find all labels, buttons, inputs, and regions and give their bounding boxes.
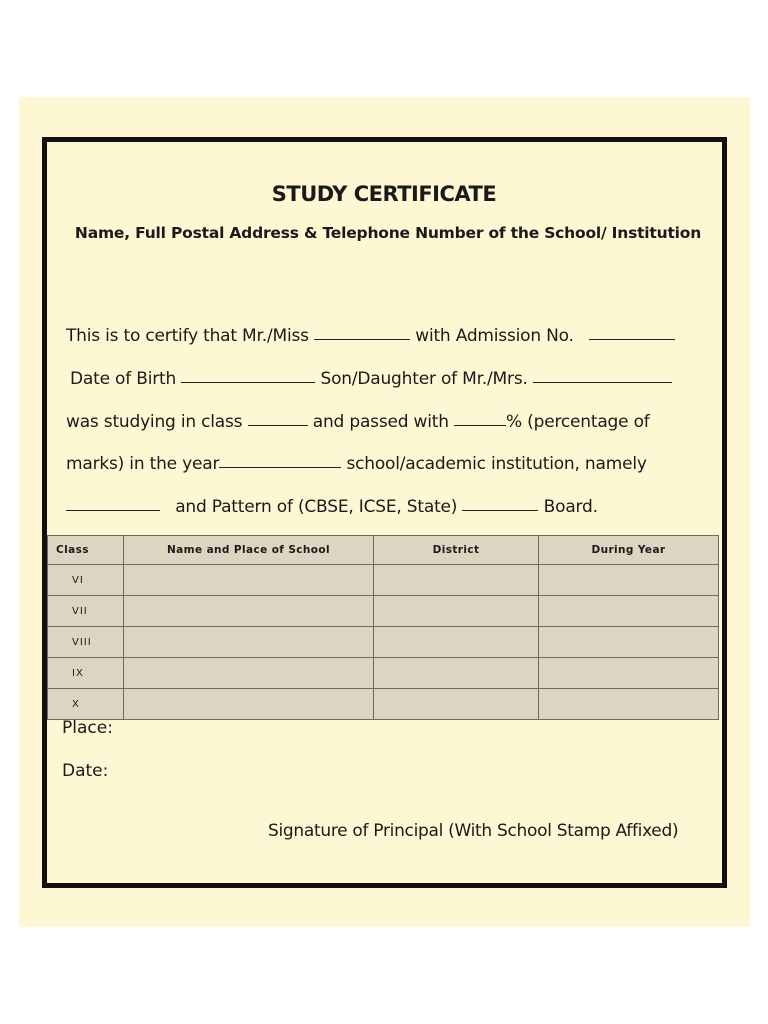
school-cell[interactable] <box>124 627 374 658</box>
certificate-subtitle: Name, Full Postal Address & Telephone Number of the School/ Institution <box>74 224 702 242</box>
table-row <box>48 596 719 627</box>
district-cell[interactable] <box>374 658 539 689</box>
year-cell[interactable] <box>539 689 719 720</box>
district-cell[interactable] <box>374 627 539 658</box>
table-row <box>48 565 719 596</box>
body-text: Board. <box>543 497 598 517</box>
body-text: school/academic institution, namely <box>346 454 647 474</box>
table-row <box>48 658 719 689</box>
board-blank[interactable] <box>462 509 538 511</box>
percentage-blank[interactable] <box>454 424 506 426</box>
body-text: marks) in the year <box>66 454 220 474</box>
body-text: Son/Daughter of Mr./Mrs. <box>320 369 528 389</box>
year-blank[interactable] <box>219 466 341 468</box>
body-line-3 <box>66 412 650 432</box>
dob-blank[interactable] <box>181 381 315 383</box>
place-label: Place: <box>62 718 113 738</box>
class-cell: VIII <box>48 627 124 658</box>
school-cell[interactable] <box>124 689 374 720</box>
school-cell[interactable] <box>124 565 374 596</box>
class-cell: VI <box>48 565 124 596</box>
body-line-2 <box>70 369 672 389</box>
district-cell[interactable] <box>374 596 539 627</box>
institution-blank[interactable] <box>66 509 160 511</box>
body-text: This is to certify that Mr./Miss <box>66 326 309 346</box>
header-district: District <box>374 536 539 565</box>
body-text: with Admission No. <box>415 326 574 346</box>
body-text: was studying in class <box>66 412 243 432</box>
parent-name-blank[interactable] <box>533 381 672 383</box>
certificate-title: STUDY CERTIFICATE <box>271 182 497 206</box>
school-cell[interactable] <box>124 658 374 689</box>
signature-label: Signature of Principal (With School Stamp Affixed) <box>268 821 679 841</box>
body-text: and Pattern of (CBSE, ICSE, State) <box>175 497 458 517</box>
admission-no-blank[interactable] <box>589 338 675 340</box>
class-cell: X <box>48 689 124 720</box>
school-history-table <box>47 535 719 720</box>
body-line-1 <box>66 326 675 346</box>
date-label: Date: <box>62 761 109 781</box>
body-text: Date of Birth <box>70 369 177 389</box>
table-header-row <box>48 536 719 565</box>
district-cell[interactable] <box>374 565 539 596</box>
body-text: % (percentage of <box>506 412 650 432</box>
school-cell[interactable] <box>124 596 374 627</box>
body-line-4 <box>66 454 647 474</box>
body-text: and passed with <box>312 412 449 432</box>
header-class: Class <box>48 536 124 565</box>
header-year: During Year <box>539 536 719 565</box>
class-cell: IX <box>48 658 124 689</box>
body-line-5 <box>66 497 598 517</box>
year-cell[interactable] <box>539 565 719 596</box>
header-school: Name and Place of School <box>124 536 374 565</box>
year-cell[interactable] <box>539 627 719 658</box>
year-cell[interactable] <box>539 596 719 627</box>
year-cell[interactable] <box>539 658 719 689</box>
name-blank[interactable] <box>314 338 410 340</box>
table-row <box>48 627 719 658</box>
table-row <box>48 689 719 720</box>
class-cell: VII <box>48 596 124 627</box>
district-cell[interactable] <box>374 689 539 720</box>
class-blank[interactable] <box>248 424 308 426</box>
